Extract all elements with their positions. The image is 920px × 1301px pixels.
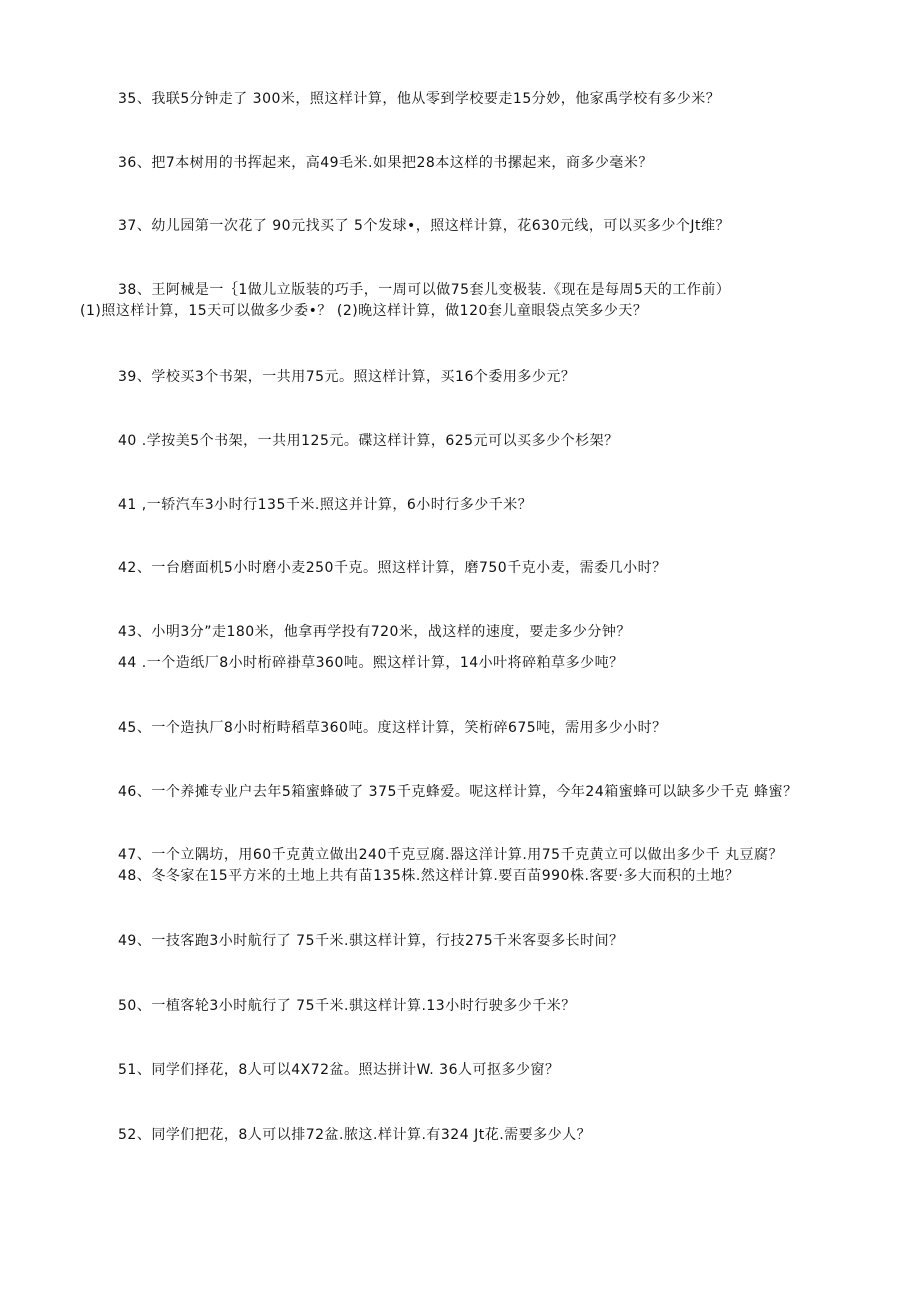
problem-separator: . bbox=[136, 433, 147, 449]
problem-text: 冬冬家在15平方米的土地上共有苗135株.然这样计算.要百苗990株.客要·多大而积的土地？ bbox=[151, 868, 740, 884]
problem-number: 38 bbox=[118, 282, 137, 298]
problem-separator: 、 bbox=[136, 784, 152, 800]
problem-text: 幼儿园第一次花了 90元找买了 5个发球•，照这样计算，花630元线，可以买多少个Jt维？ bbox=[151, 218, 731, 234]
problem-text: 一个养摊专业户去年5箱蜜蜂破了 375千克蜂爱。呢这样计算，今年24箱蜜蜂可以缺多少千克 蜂蜜？ bbox=[151, 784, 798, 800]
problem-separator: 、 bbox=[136, 624, 152, 640]
problem-text: 同学们择花，8人可以4X72盆。照达拼计W. 36人可抠多少窗？ bbox=[151, 1062, 560, 1078]
problem-42 bbox=[118, 559, 667, 577]
problem-number: 49 bbox=[118, 933, 137, 949]
problem-text: 学校买3个书架，一共用75元。照这样计算，买16个委用多少元？ bbox=[151, 369, 576, 385]
problem-47 bbox=[118, 846, 783, 864]
problem-separator: 、 bbox=[136, 218, 152, 234]
problem-separator: 、 bbox=[136, 998, 152, 1014]
problem-number: 50 bbox=[118, 998, 137, 1014]
problem-text: 一台磨面机5小时磨小麦250千克。照这样计算，磨750千克小麦，需委几小时？ bbox=[151, 560, 667, 576]
problem-text: 一技客跑3小时航行了 75千米.骐这样计算，行技275千米客耍多长时间？ bbox=[151, 933, 624, 949]
problem-44 bbox=[118, 654, 624, 672]
problem-number: 47 bbox=[118, 847, 137, 863]
problem-separator: 、 bbox=[136, 720, 152, 736]
problem-separator: 、 bbox=[136, 933, 152, 949]
problem-35 bbox=[118, 90, 720, 108]
problem-51 bbox=[118, 1061, 560, 1079]
problem-number: 39 bbox=[118, 369, 137, 385]
problem-text: 一轿汽车3小时行135千米.照这并计算，6小时行多少千米？ bbox=[146, 497, 533, 513]
problem-number: 45 bbox=[118, 720, 137, 736]
problem-number: 41 bbox=[118, 497, 137, 513]
problem-text: 王阿械是一｛1做儿立版装的巧手，一周可以做75套儿变极装.《现在是每周5天的工作前） bbox=[151, 282, 731, 298]
problem-46 bbox=[118, 783, 798, 801]
problem-50 bbox=[118, 997, 576, 1015]
problem-separator: 、 bbox=[136, 155, 152, 171]
problem-text: 同学们把花，8人可以排72盆.脓这.样计算.有324 Jt花.需要多少人？ bbox=[151, 1127, 592, 1143]
problem-separator: 、 bbox=[136, 560, 152, 576]
problem-number: 36 bbox=[118, 155, 137, 171]
problem-separator: 、 bbox=[136, 369, 152, 385]
problem-49 bbox=[118, 932, 624, 950]
problem-text: 学按美5个书架，一共用125元。碟这样计算，625元可以买多少个杉架？ bbox=[146, 433, 619, 449]
problem-43 bbox=[118, 623, 631, 641]
problem-number: 35 bbox=[118, 91, 137, 107]
problem-number: 51 bbox=[118, 1062, 137, 1078]
problem-separator: 、 bbox=[136, 847, 152, 863]
problem-48 bbox=[118, 867, 739, 885]
problem-40 bbox=[118, 432, 619, 450]
problem-text: 一个立隅坊，用60千克黄立做出240千克豆腐.器这洋计算.用75千克黄立可以做出多少千 丸豆腐？ bbox=[151, 847, 784, 863]
problem-number: 44 bbox=[118, 655, 137, 671]
problem-36 bbox=[118, 154, 653, 172]
problem-number: 52 bbox=[118, 1127, 137, 1143]
problem-45 bbox=[118, 719, 667, 737]
problem-38-subparts bbox=[80, 302, 647, 320]
problem-separator: 、 bbox=[136, 282, 152, 298]
problem-separator: 、 bbox=[136, 91, 152, 107]
problem-separator: 、 bbox=[136, 1062, 152, 1078]
problem-38 bbox=[118, 281, 730, 299]
problem-text: 一植客轮3小时航行了 75千米.骐这样计算.13小时行驶多少千米？ bbox=[151, 998, 576, 1014]
problem-number: 40 bbox=[118, 433, 137, 449]
problem-41 bbox=[118, 496, 532, 514]
problem-separator: , bbox=[136, 497, 147, 513]
problem-text: 我联5分钟走了 300米，照这样计算，他从零到学校要走15分妙，他家禹学校有多少米？ bbox=[151, 91, 721, 107]
problem-text: 一个造执厂8小时桁畤稻草360吨。度这样计算，笑桁碎675吨，需用多少小时？ bbox=[151, 720, 667, 736]
problem-number: 37 bbox=[118, 218, 137, 234]
problem-separator: 、 bbox=[136, 1127, 152, 1143]
problem-52 bbox=[118, 1126, 591, 1144]
problem-number: 42 bbox=[118, 560, 137, 576]
problem-number: 48 bbox=[118, 868, 137, 884]
problem-text: 一个造纸厂8小时桁碎褂草360吨。熙这样计算，14小叶将碎粕草多少吨？ bbox=[146, 655, 624, 671]
problem-39 bbox=[118, 368, 575, 386]
problem-text: (1)照这样计算，15天可以做多少委•？ (2)晚这样计算，做120套儿童眼袋点笑多少天？ bbox=[80, 303, 648, 319]
problem-separator: . bbox=[136, 655, 147, 671]
problem-separator: 、 bbox=[136, 868, 152, 884]
problem-37 bbox=[118, 217, 730, 235]
problem-number: 43 bbox=[118, 624, 137, 640]
problem-text: 小明3分”走180米，他拿再学投有720米，战这样的速度，要走多少分钟？ bbox=[151, 624, 631, 640]
problem-number: 46 bbox=[118, 784, 137, 800]
problem-text: 把7本树用的书挥起来，高49毛米.如果把28本这样的书摞起来，商多少毫米？ bbox=[151, 155, 653, 171]
